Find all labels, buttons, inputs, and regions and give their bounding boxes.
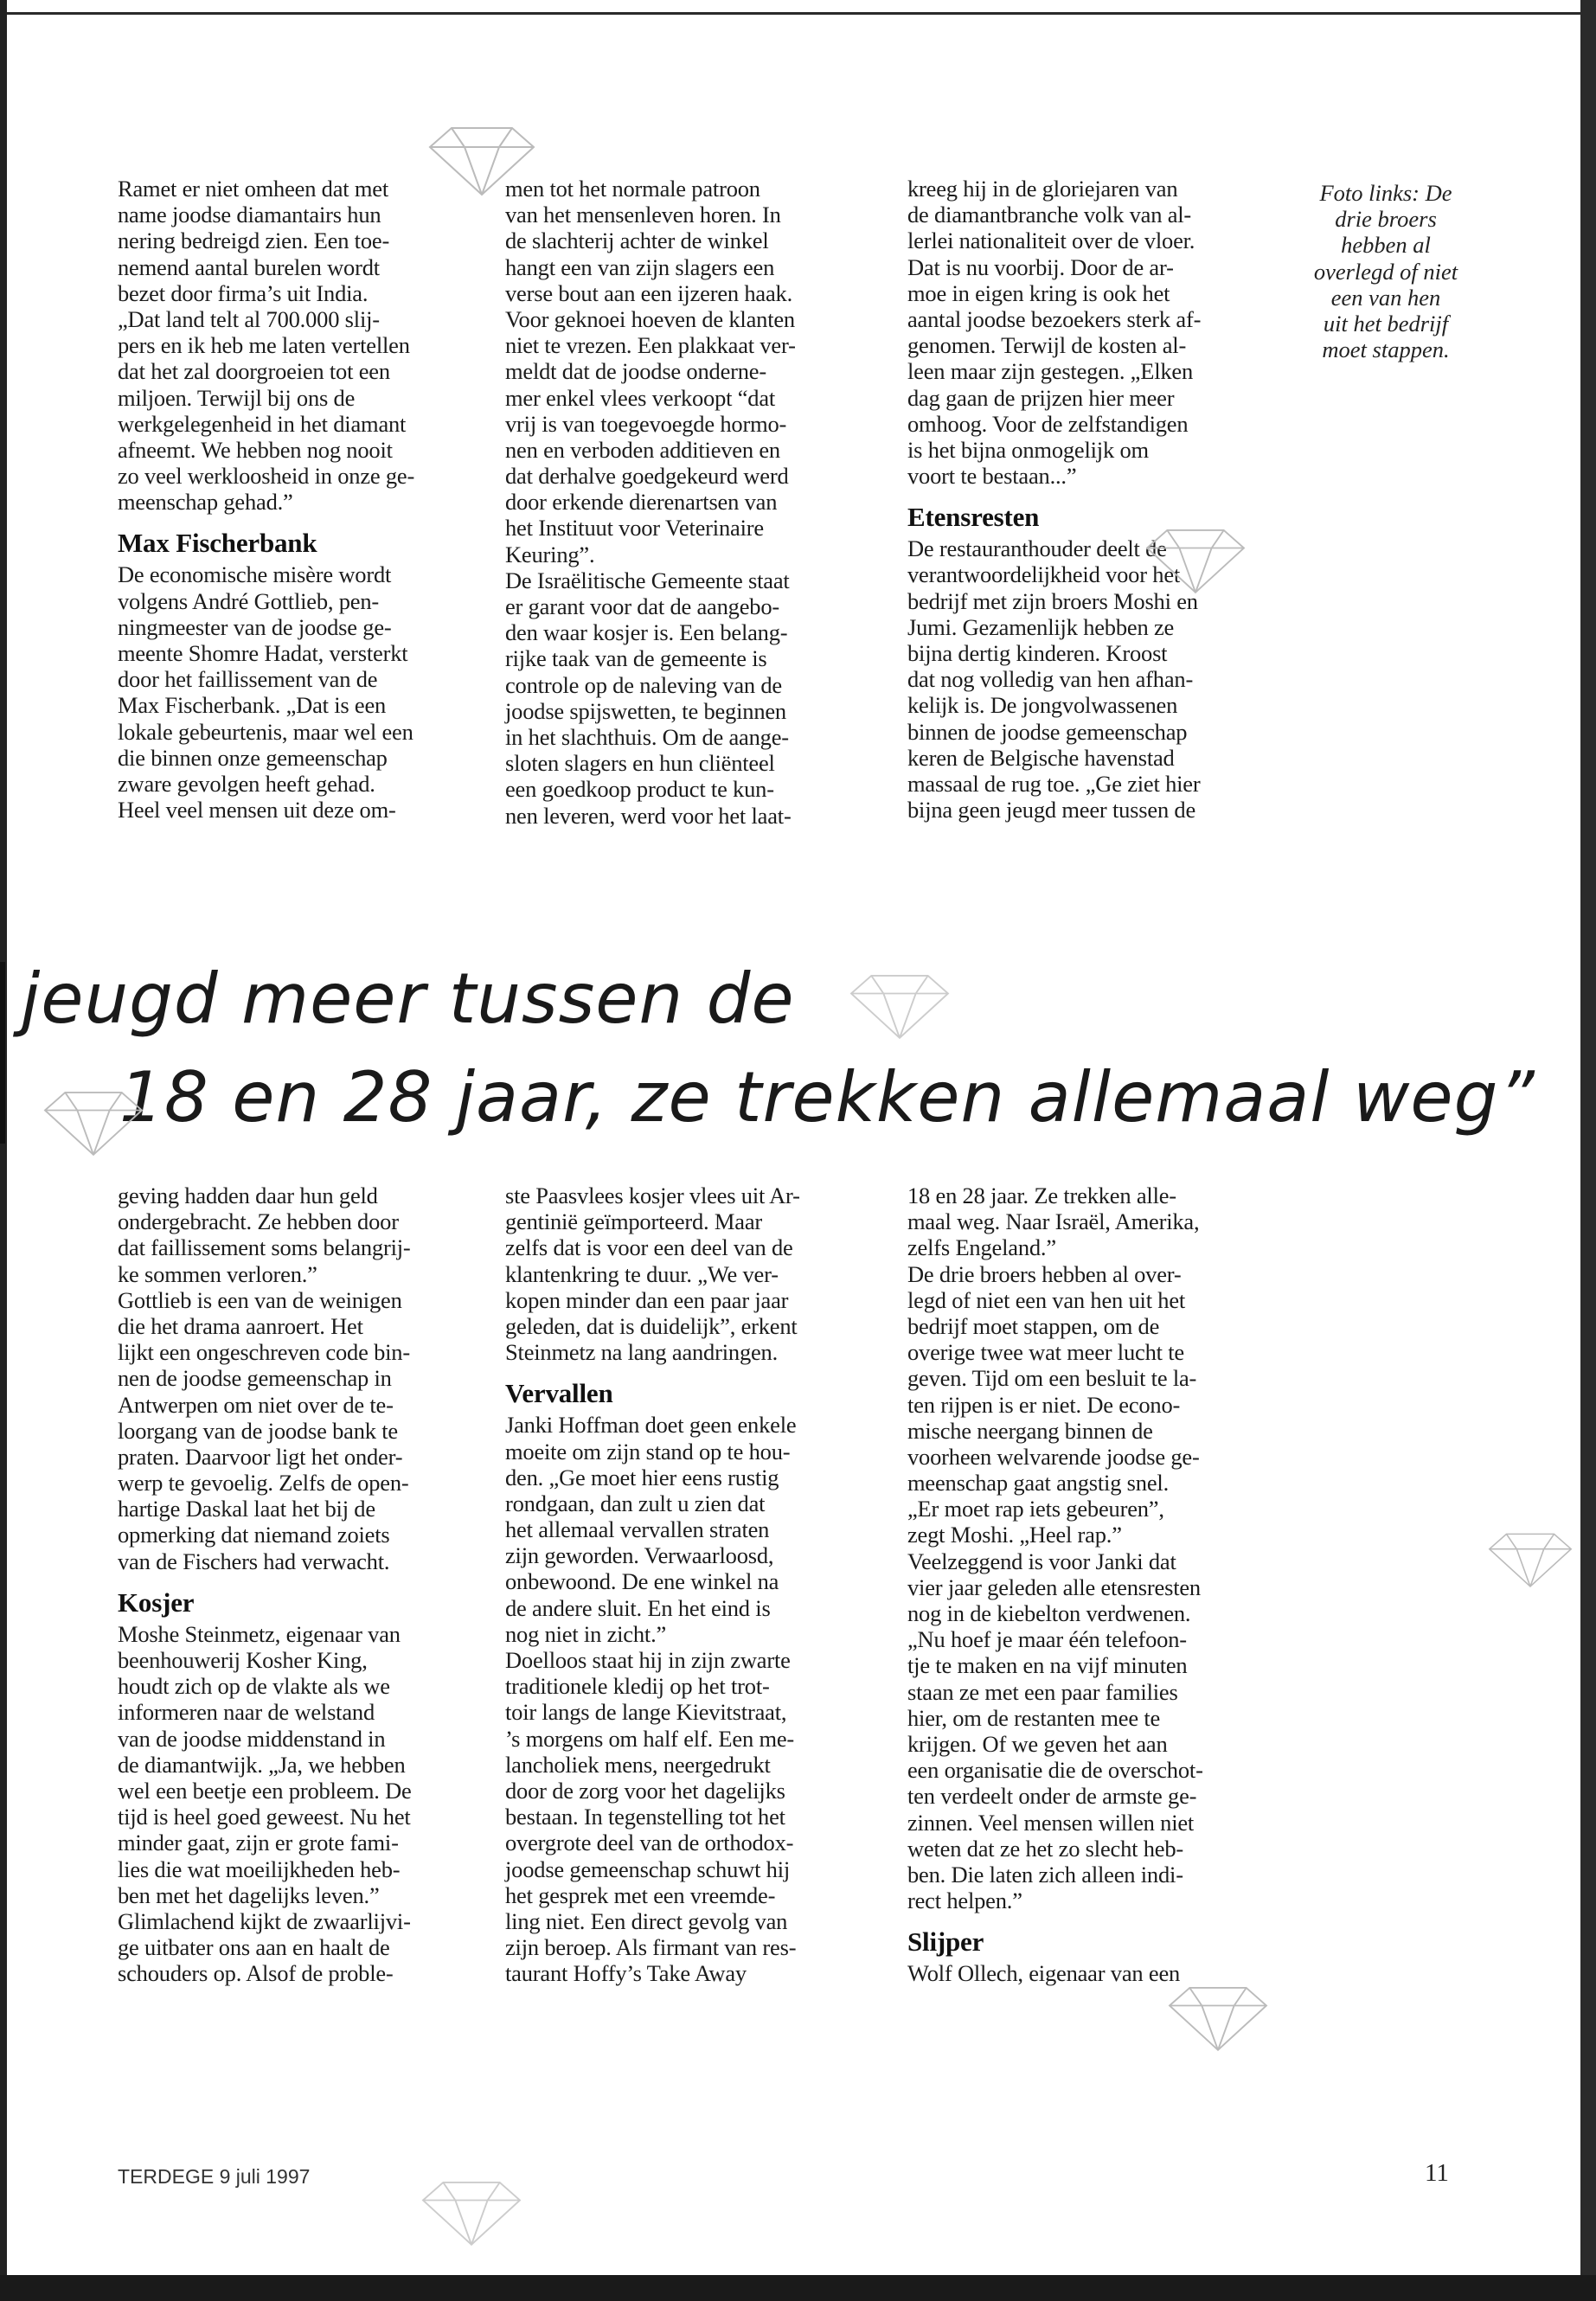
column-bottom-1-text-b: [118, 1621, 412, 1987]
text-line: vier jaar geleden alle etensresten: [907, 1574, 1201, 1600]
text-line: hartige Daskal laat het bij de: [118, 1496, 375, 1522]
text-line: „Dat land telt al 700.000 slij-: [118, 305, 380, 332]
text-line: Wolf Ollech, eigenaar van een: [907, 1960, 1181, 1987]
photo-caption: [1277, 180, 1495, 362]
text-line: die het drama aanroert. Het: [118, 1312, 363, 1339]
diamond-icon: [1135, 523, 1256, 597]
text-line: meenschap gaat angstig snel.: [907, 1470, 1169, 1497]
text-line: lerlei nationaliteit over de vloer.: [907, 228, 1195, 254]
text-line: zinnen. Veel mensen willen niet: [907, 1809, 1195, 1836]
text-line: „Nu hoef je maar één telefoon-: [907, 1626, 1187, 1653]
diamond-icon: [417, 121, 547, 199]
photo-caption-text: [1277, 180, 1495, 362]
heading-kosjer: Kosjer: [118, 1586, 195, 1618]
diamond-icon: [411, 2176, 532, 2249]
text-line: krijgen. Of we geven het aan: [907, 1730, 1168, 1757]
text-line: Dat is nu voorbij. Door de ar-: [907, 253, 1174, 280]
column-bottom-3: [907, 1183, 1203, 1986]
text-line: hier, om de restanten mee te: [907, 1704, 1161, 1731]
text-line: zelfs Engeland.”: [907, 1234, 1056, 1261]
text-line: bedrijf met zijn broers Moshi en: [907, 587, 1198, 614]
text-line: De economische misère wordt: [118, 561, 392, 588]
heading-etensresten: Etensresten: [907, 502, 1040, 533]
text-line: joodse spijswetten, te beginnen: [505, 697, 786, 724]
text-line: traditionele kledij op het trot-: [505, 1673, 770, 1700]
text-line: Max Fischerbank. „Dat is een: [118, 692, 387, 719]
text-line: mer enkel vlees verkoopt “dat: [505, 384, 776, 411]
text-line: Voor geknoei hoeven de klanten: [505, 305, 795, 332]
text-line: door het faillissement van de: [118, 666, 378, 693]
text-line: omhoog. Voor de zelfstandigen: [907, 410, 1189, 437]
text-line: bezet door firma’s uit India.: [118, 279, 369, 306]
column-top-1: [118, 176, 414, 823]
text-line: kreeg hij in de gloriejaren van: [907, 176, 1178, 202]
column-top-2: [505, 176, 796, 829]
text-line: moet stappen.: [1322, 336, 1450, 363]
text-line: ningmeester van de joodse ge-: [118, 613, 392, 640]
text-line: Glimlachend kijkt de zwaarlijvi-: [118, 1907, 411, 1934]
text-line: een organisatie die de overschot-: [907, 1757, 1203, 1784]
text-line: kelijk is. De jongvolwassenen: [907, 692, 1178, 719]
text-line: Ramet er niet omheen dat met: [118, 176, 389, 202]
footer-publication: TERDEGE 9 juli 1997: [118, 2165, 311, 2188]
text-line: toir langs de lange Kievitstraat,: [505, 1699, 787, 1726]
text-line: nog in de kiebelton verdwenen.: [907, 1600, 1191, 1626]
pull-quote-rule: [0, 962, 5, 1144]
text-line: Veelzeggend is voor Janki dat: [907, 1548, 1176, 1574]
text-line: De Israëlitische Gemeente staat: [505, 567, 790, 593]
text-line: dat derhalve goedgekeurd werd: [505, 463, 789, 490]
text-line: geleden, dat is duidelijk”, erkent: [505, 1312, 798, 1339]
column-top-3-text: [907, 176, 1201, 489]
text-line: binnen de joodse gemeenschap: [907, 718, 1188, 745]
text-line: de diamantwijk. „Ja, we hebben: [118, 1751, 406, 1778]
diamond-icon: [839, 969, 960, 1042]
text-line: den waar kosjer is. Een belang-: [505, 619, 788, 646]
heading-slijper: Slijper: [907, 1926, 984, 1958]
diamond-icon: [33, 1086, 154, 1159]
text-line: overgrote deel van de orthodox-: [505, 1830, 794, 1856]
text-line: ling niet. Een direct gevolg van: [505, 1907, 788, 1934]
column-bottom-1: [118, 1183, 412, 1986]
text-line: Moshe Steinmetz, eigenaar van: [118, 1620, 401, 1647]
text-line: voort te bestaan...”: [907, 463, 1077, 490]
text-line: den. „Ge moet hier eens rustig: [505, 1464, 779, 1490]
text-line: die binnen onze gemeenschap: [118, 744, 388, 771]
text-line: praten. Daarvoor ligt het onder-: [118, 1443, 403, 1470]
text-line: gentinië geïmporteerd. Maar: [505, 1208, 763, 1235]
text-line: ste Paasvlees kosjer vlees uit Ar-: [505, 1183, 800, 1208]
text-line: is het bijna onmogelijk om: [907, 436, 1149, 463]
text-line: „Er moet rap iets gebeuren”,: [907, 1496, 1164, 1522]
text-line: nen leveren, werd voor het laat-: [505, 802, 792, 829]
text-line: zijn beroep. Als firmant van res-: [505, 1934, 797, 1961]
text-line: van het mensenleven horen. In: [505, 202, 781, 228]
text-line: moe in eigen kring is ook het: [907, 279, 1170, 306]
text-line: weten dat ze het zo slecht heb-: [907, 1835, 1184, 1862]
text-line: rijke taak van de gemeente is: [505, 645, 767, 672]
text-line: ondergebracht. Ze hebben door: [118, 1208, 399, 1235]
text-line: een van hen: [1330, 284, 1441, 311]
text-line: kopen minder dan een paar jaar: [505, 1286, 789, 1313]
text-line: werkgelegenheid in het diamant: [118, 410, 407, 437]
text-line: Foto links: De: [1319, 180, 1452, 206]
column-top-1-text-b: [118, 561, 414, 823]
text-line: een goedkoop product te kun-: [505, 776, 774, 803]
text-line: schouders op. Alsof de proble-: [118, 1960, 394, 1987]
text-line: bestaan. In tegenstelling tot het: [505, 1804, 785, 1830]
text-line: leen maar zijn gestegen. „Elken: [907, 358, 1194, 385]
text-line: door de zorg voor het dagelijks: [505, 1777, 785, 1804]
text-line: zegt Moshi. „Heel rap.”: [907, 1522, 1122, 1548]
text-line: niet te vrezen. Een plakkaat ver-: [505, 332, 796, 359]
text-line: zo veel werkloosheid in onze ge-: [118, 463, 415, 490]
pull-quote-line-1: jeugd meer tussen de: [21, 958, 795, 1039]
text-line: nering bedreigd zien. Een toe-: [118, 228, 390, 254]
column-top-3: [907, 176, 1201, 823]
text-line: dat het zal doorgroeien tot een: [118, 358, 390, 385]
text-line: ke sommen verloren.”: [118, 1260, 317, 1287]
text-line: Doelloos staat hij in zijn zwarte: [505, 1647, 791, 1673]
text-line: de andere sluit. En het eind is: [505, 1594, 771, 1621]
text-line: nen en verboden additieven en: [505, 436, 780, 463]
column-bottom-2-text: [505, 1183, 800, 1365]
text-line: ten verdeelt onder de armste ge-: [907, 1783, 1197, 1810]
text-line: rondgaan, dan zult u zien dat: [505, 1490, 766, 1516]
text-line: tijd is heel goed geweest. Nu het: [118, 1804, 411, 1830]
text-line: geving hadden daar hun geld: [118, 1183, 378, 1208]
text-line: het Instituut voor Veterinaire: [505, 515, 764, 542]
text-line: door erkende dierenartsen van: [505, 489, 778, 516]
text-line: klantenkring te duur. „We ver-: [505, 1260, 779, 1287]
text-line: lies die wat moeilijkheden heb-: [118, 1856, 401, 1882]
text-line: geven. Tijd om een besluit te la-: [907, 1365, 1197, 1392]
text-line: Gottlieb is een van de weinigen: [118, 1286, 402, 1313]
text-line: staan ze met een paar families: [907, 1678, 1178, 1705]
text-line: Jumi. Gezamenlijk hebben ze: [907, 613, 1175, 640]
text-line: zelfs dat is voor een deel van de: [505, 1234, 793, 1261]
text-line: mische neergang binnen de: [907, 1417, 1153, 1444]
text-line: moeite om zijn stand op te hou-: [505, 1438, 791, 1465]
text-line: joodse gemeenschap schuwt hij: [505, 1856, 791, 1882]
diamond-icon: [1157, 1981, 1279, 2054]
text-line: controle op de naleving van de: [505, 671, 782, 698]
text-line: in het slachthuis. Om de aange-: [505, 723, 789, 750]
scan-edge-right: [1580, 0, 1596, 2301]
scan-edge-bottom: [0, 2275, 1596, 2301]
text-line: lijkt een ongeschreven code bin-: [118, 1339, 410, 1366]
text-line: drie broers: [1335, 206, 1437, 233]
text-line: beenhouwerij Kosher King,: [118, 1647, 368, 1673]
text-line: lokale gebeurtenis, maar wel een: [118, 718, 413, 745]
text-line: volgens André Gottlieb, pen-: [118, 587, 380, 614]
text-line: De drie broers hebben al over-: [907, 1260, 1182, 1287]
text-line: Heel veel mensen uit deze om-: [118, 797, 396, 824]
text-line: zware gevolgen heeft gehad.: [118, 770, 375, 797]
text-line: er garant voor dat de aangebo-: [505, 593, 779, 619]
text-line: van de joodse middenstand in: [118, 1725, 386, 1752]
text-line: ben. Die laten zich alleen indi-: [907, 1861, 1183, 1888]
text-line: tje te maken en na vijf minuten: [907, 1652, 1188, 1679]
text-line: nen de joodse gemeenschap in: [118, 1365, 392, 1392]
heading-vervallen: Vervallen: [505, 1378, 613, 1409]
text-line: ’s morgens om half elf. Een me-: [505, 1725, 795, 1752]
text-line: het gesprek met een vreemde-: [505, 1881, 776, 1908]
text-line: afneemt. We hebben nog nooit: [118, 436, 393, 463]
heading-max-fischerbank: Max Fischerbank: [118, 528, 317, 559]
text-line: wel een beetje een probleem. De: [118, 1777, 412, 1804]
diamond-icon: [1479, 1522, 1581, 1596]
text-line: bijna geen jeugd meer tussen de: [907, 797, 1196, 824]
text-line: Janki Hoffman doet geen enkele: [505, 1412, 797, 1439]
text-line: rect helpen.”: [907, 1888, 1022, 1914]
text-line: de diamantbranche volk van al-: [907, 202, 1192, 228]
text-line: sloten slagers en hun cliënteel: [505, 750, 775, 777]
text-line: hangt een van zijn slagers een: [505, 253, 775, 280]
text-line: ge uitbater ons aan en haalt de: [118, 1934, 390, 1961]
text-line: bijna dertig kinderen. Kroost: [907, 640, 1168, 666]
text-line: legd of niet een van hen uit het: [907, 1286, 1186, 1313]
column-top-1-text: [118, 176, 414, 515]
text-line: aantal joodse bezoekers sterk af-: [907, 305, 1202, 332]
column-bottom-2-text-b: [505, 1412, 800, 1986]
text-line: opmerking dat niemand zoiets: [118, 1522, 390, 1548]
text-line: ten rijpen is er niet. De econo-: [907, 1391, 1181, 1418]
scan-edge-left: [0, 0, 7, 2301]
text-line: het allemaal vervallen straten: [505, 1516, 770, 1543]
text-line: nog niet in zicht.”: [505, 1620, 667, 1647]
text-line: werp te gevoelig. Zelfs de open-: [118, 1470, 409, 1497]
text-line: meldt dat de joodse onderne-: [505, 358, 766, 385]
text-line: name joodse diamantairs hun: [118, 202, 381, 228]
text-line: bedrijf moet stappen, om de: [907, 1312, 1160, 1339]
text-line: verse bout aan een ijzeren haak.: [505, 279, 793, 306]
text-line: men tot het normale patroon: [505, 176, 760, 202]
text-line: dag gaan de prijzen hier meer: [907, 384, 1175, 411]
text-line: Antwerpen om niet over de te-: [118, 1391, 394, 1418]
text-line: ben met het dagelijks leven.”: [118, 1881, 380, 1908]
text-line: van de Fischers had verwacht.: [118, 1548, 390, 1574]
text-line: Keuring”.: [505, 541, 595, 567]
text-line: lancholiek mens, neergedrukt: [505, 1751, 771, 1778]
text-line: hebben al: [1341, 232, 1431, 259]
text-line: meente Shomre Hadat, versterkt: [118, 640, 408, 666]
text-line: dat nog volledig van hen afhan-: [907, 666, 1194, 693]
text-line: houdt zich op de vlakte als we: [118, 1673, 390, 1700]
text-line: onbewoond. De ene winkel na: [505, 1568, 779, 1595]
text-line: minder gaat, zijn er grote fami-: [118, 1830, 399, 1856]
text-line: nemend aantal burelen wordt: [118, 253, 380, 280]
text-line: de slachterij achter de winkel: [505, 228, 769, 254]
column-bottom-3-text: [907, 1183, 1203, 1913]
text-line: keren de Belgische havenstad: [907, 744, 1175, 771]
text-line: genomen. Terwijl de kosten al-: [907, 332, 1187, 359]
text-line: vrij is van toegevoegde hormo-: [505, 410, 787, 437]
text-line: pers en ik heb me laten vertellen: [118, 332, 410, 359]
text-line: overige twee wat meer lucht te: [907, 1339, 1184, 1366]
text-line: taurant Hoffy’s Take Away: [505, 1960, 747, 1987]
text-line: informeren naar de welstand: [118, 1699, 375, 1726]
text-line: miljoen. Terwijl bij ons de: [118, 384, 356, 411]
column-bottom-2: [505, 1183, 800, 1986]
text-line: verantwoordelijkheid voor het: [907, 561, 1181, 588]
scan-edge-top: [0, 12, 1596, 15]
text-line: dat faillissement soms belangrij-: [118, 1234, 411, 1261]
text-line: loorgang van de joodse bank te: [118, 1417, 398, 1444]
text-line: overlegd of niet: [1313, 258, 1458, 285]
column-top-2-text: [505, 176, 796, 829]
text-line: De restauranthouder deelt de: [907, 535, 1167, 562]
text-line: meenschap gehad.”: [118, 489, 293, 516]
text-line: uit het bedrijf: [1323, 311, 1449, 337]
page-number: 11: [1425, 2159, 1449, 2187]
pull-quote-line-2: 18 en 28 jaar, ze trekken allemaal weg”: [119, 1057, 1535, 1138]
text-line: maal weg. Naar Israël, Amerika,: [907, 1208, 1200, 1235]
text-line: Steinmetz na lang aandringen.: [505, 1339, 779, 1366]
column-bottom-1-text: [118, 1183, 412, 1574]
text-line: massaal de rug toe. „Ge ziet hier: [907, 770, 1201, 797]
text-line: voorheen welvarende joodse ge-: [907, 1443, 1200, 1470]
text-line: zijn geworden. Verwaarloosd,: [505, 1542, 774, 1569]
text-line: 18 en 28 jaar. Ze trekken alle-: [907, 1183, 1176, 1208]
